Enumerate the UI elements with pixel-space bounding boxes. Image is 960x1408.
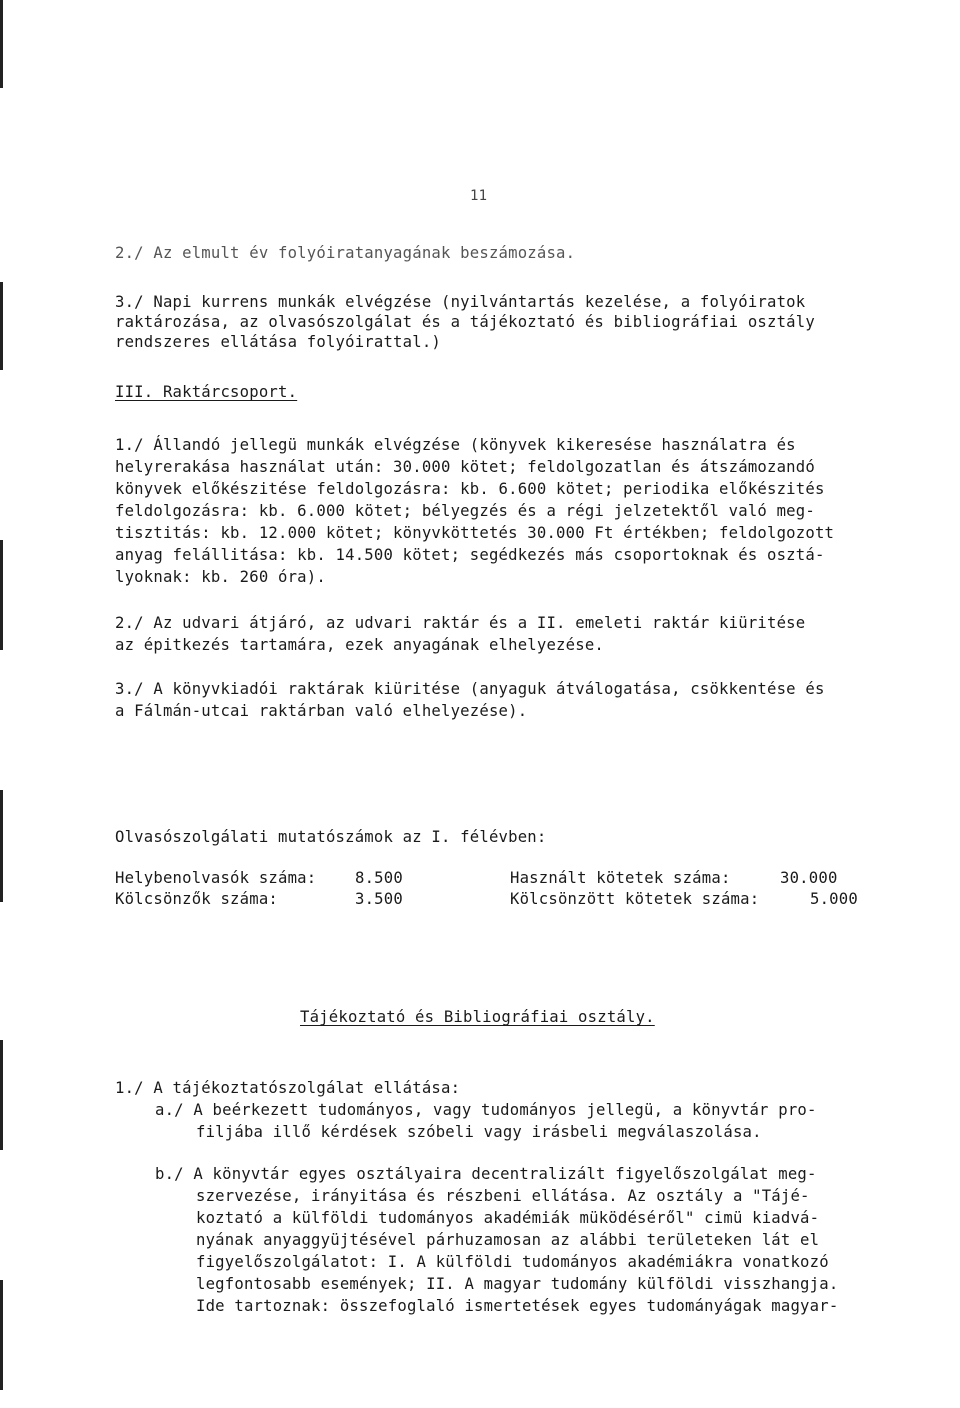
list-item-title: 1./ A tájékoztatószolgálat ellátása: [115,1079,461,1097]
binder-mark [0,0,3,88]
binder-mark [0,540,3,650]
paragraph-line: koztató a külföldi tudományos akadémiák müködéséről" cimü kiadvá- [196,1209,820,1227]
stat-value: 30.000 [780,869,838,887]
stat-label: Kölcsönzők száma: [115,890,278,908]
page-number: 11 [470,188,488,204]
paragraph-line: legfontosabb események; II. A magyar tudomány külföldi visszhangja. [196,1275,839,1293]
stats-title: Olvasószolgálati mutatószámok az I. félévben: [115,828,547,846]
stat-value: 8.500 [355,869,403,887]
paragraph-line: a./ A beérkezett tudományos, vagy tudományos jellegü, a könyvtár pro- [155,1101,817,1119]
stat-label: Kölcsönzött kötetek száma: [510,890,760,908]
paragraph-line: figyelőszolgálatot: I. A külföldi tudományos akadémiákra vonatkozó [196,1253,829,1271]
section-heading-tajekoztato: Tájékoztató és Bibliográfiai osztály. [300,1008,655,1026]
paragraph-line: lyoknak: kb. 260 óra). [115,568,326,586]
stat-value: 5.000 [810,890,858,908]
intro-item-line: raktározása, az olvasószolgálat és a tájékoztató és bibliográfiai osztály [115,313,815,331]
paragraph-line: a Fálmán-utcai raktárban való elhelyezése). [115,702,528,720]
paragraph-line: nyának anyaggyüjtésével párhuzamosan az alábbi területeken lát el [196,1231,820,1249]
binder-mark [0,1040,3,1150]
intro-item-line: rendszeres ellátása folyóirattal.) [115,333,441,351]
paragraph-line: 1./ Állandó jellegü munkák elvégzése (könyvek kikeresése használatra és [115,436,796,454]
paragraph-line: szervezése, irányitása és részbeni ellátása. Az osztály a "Tájé- [196,1187,810,1205]
stat-label: Használt kötetek száma: [510,869,731,887]
paragraph-line: 3./ A könyvkiadói raktárak kiüritése (anyaguk átválogatása, csökkentése és [115,680,825,698]
section-heading-raktarcsoport: III. Raktárcsoport. [115,383,298,401]
paragraph-line: 2./ Az udvari átjáró, az udvari raktár és a II. emeleti raktár kiüritése [115,614,806,632]
stat-value: 3.500 [355,890,403,908]
binder-mark [0,1280,3,1390]
paragraph-line: tisztitás: kb. 12.000 kötet; könyvköttetés 30.000 Ft értékben; feldolgozott [115,524,835,542]
paragraph-line: feldolgozásra: kb. 6.000 kötet; bélyegzés és a régi jelzetektől való meg- [115,502,815,520]
paragraph-line: helyrerakása használat után: 30.000 kötet; feldolgozatlan és átszámozandó [115,458,815,476]
paragraph-line: Ide tartoznak: összefoglaló ismertetések egyes tudományágak magyar- [196,1297,839,1315]
stat-label: Helybenolvasók száma: [115,869,317,887]
paragraph-line: az épitkezés tartamára, ezek anyagának elhelyezése. [115,636,604,654]
intro-item-line: 2./ Az elmult év folyóiratanyagának beszámozása. [115,244,576,262]
paragraph-line: b./ A könyvtár egyes osztályaira decentralizált figyelőszolgálat meg- [155,1165,817,1183]
paragraph-line: filjába illő kérdések szóbeli vagy irásbeli megválaszolása. [196,1123,762,1141]
paragraph-line: könyvek előkészitése feldolgozásra: kb. 6.600 kötet; periodika előkészités [115,480,825,498]
intro-item-line: 3./ Napi kurrens munkák elvégzése (nyilvántartás kezelése, a folyóiratok [115,293,806,311]
paragraph-line: anyag felállitása: kb. 14.500 kötet; segédkezés más csoportoknak és osztá- [115,546,825,564]
binder-mark [0,790,3,902]
binder-mark [0,282,3,370]
